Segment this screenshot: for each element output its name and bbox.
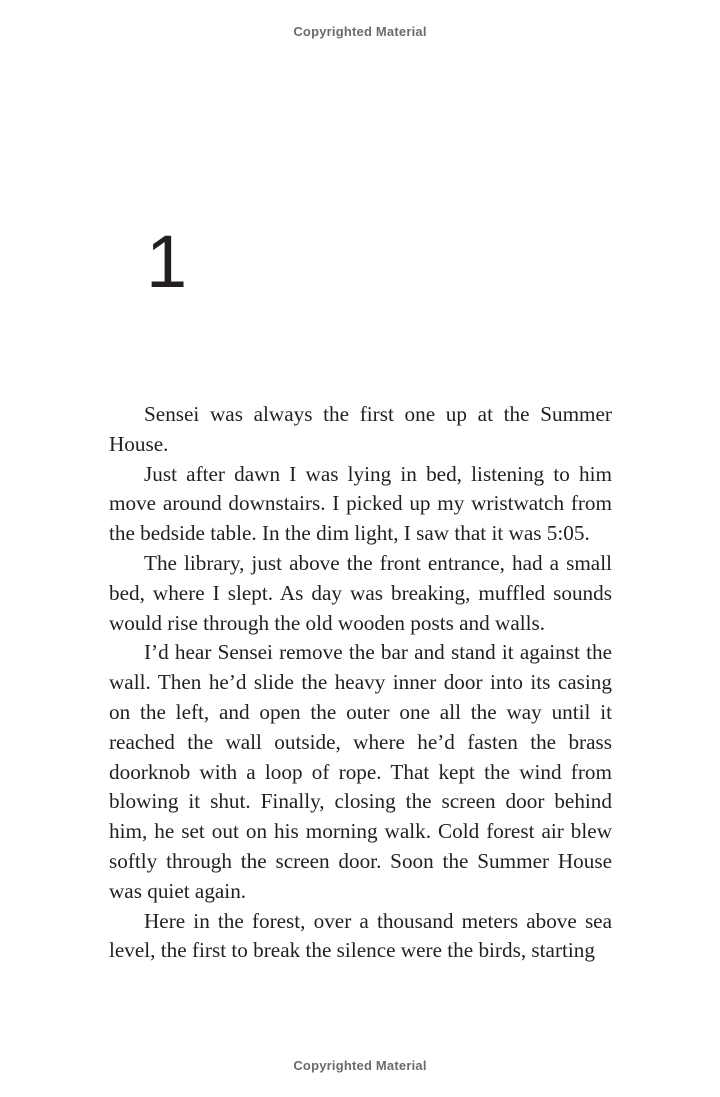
paragraph: Here in the forest, over a thousand meters above sea level, the first to break the silence were the birds, starting: [109, 908, 612, 963]
paragraph: I’d hear Sensei remove the bar and stand it against the wall. Then he’d slide the heavy inner door into its casing on the left, and open the outer one all the way until it reached the wall outside, where he’d fasten the brass doorknob with a loop of rope. That kept the wind from blowing it shut. Finally, closing the screen door behind him, he set out on his morning walk. Cold forest air blew softly through the screen door. Soon the Summer House was quiet again.: [109, 640, 612, 903]
paragraph: The library, just above the front entrance, had a small bed, where I slept. As day was breaking, muffled sounds would rise through the old wooden posts and walls.: [109, 550, 612, 635]
copyright-header: Copyrighted Material: [293, 24, 427, 39]
paragraph: Just after dawn I was lying in bed, listening to him move around downstairs. I picked up my wristwatch from the bedside table. In the dim light, I saw that it was 5:05.: [109, 461, 612, 546]
body-text: [109, 400, 612, 966]
chapter-number: 1: [146, 220, 188, 303]
paragraph: Sensei was always the first one up at the Summer House.: [109, 402, 612, 456]
copyright-footer: Copyrighted Material: [293, 1058, 427, 1073]
